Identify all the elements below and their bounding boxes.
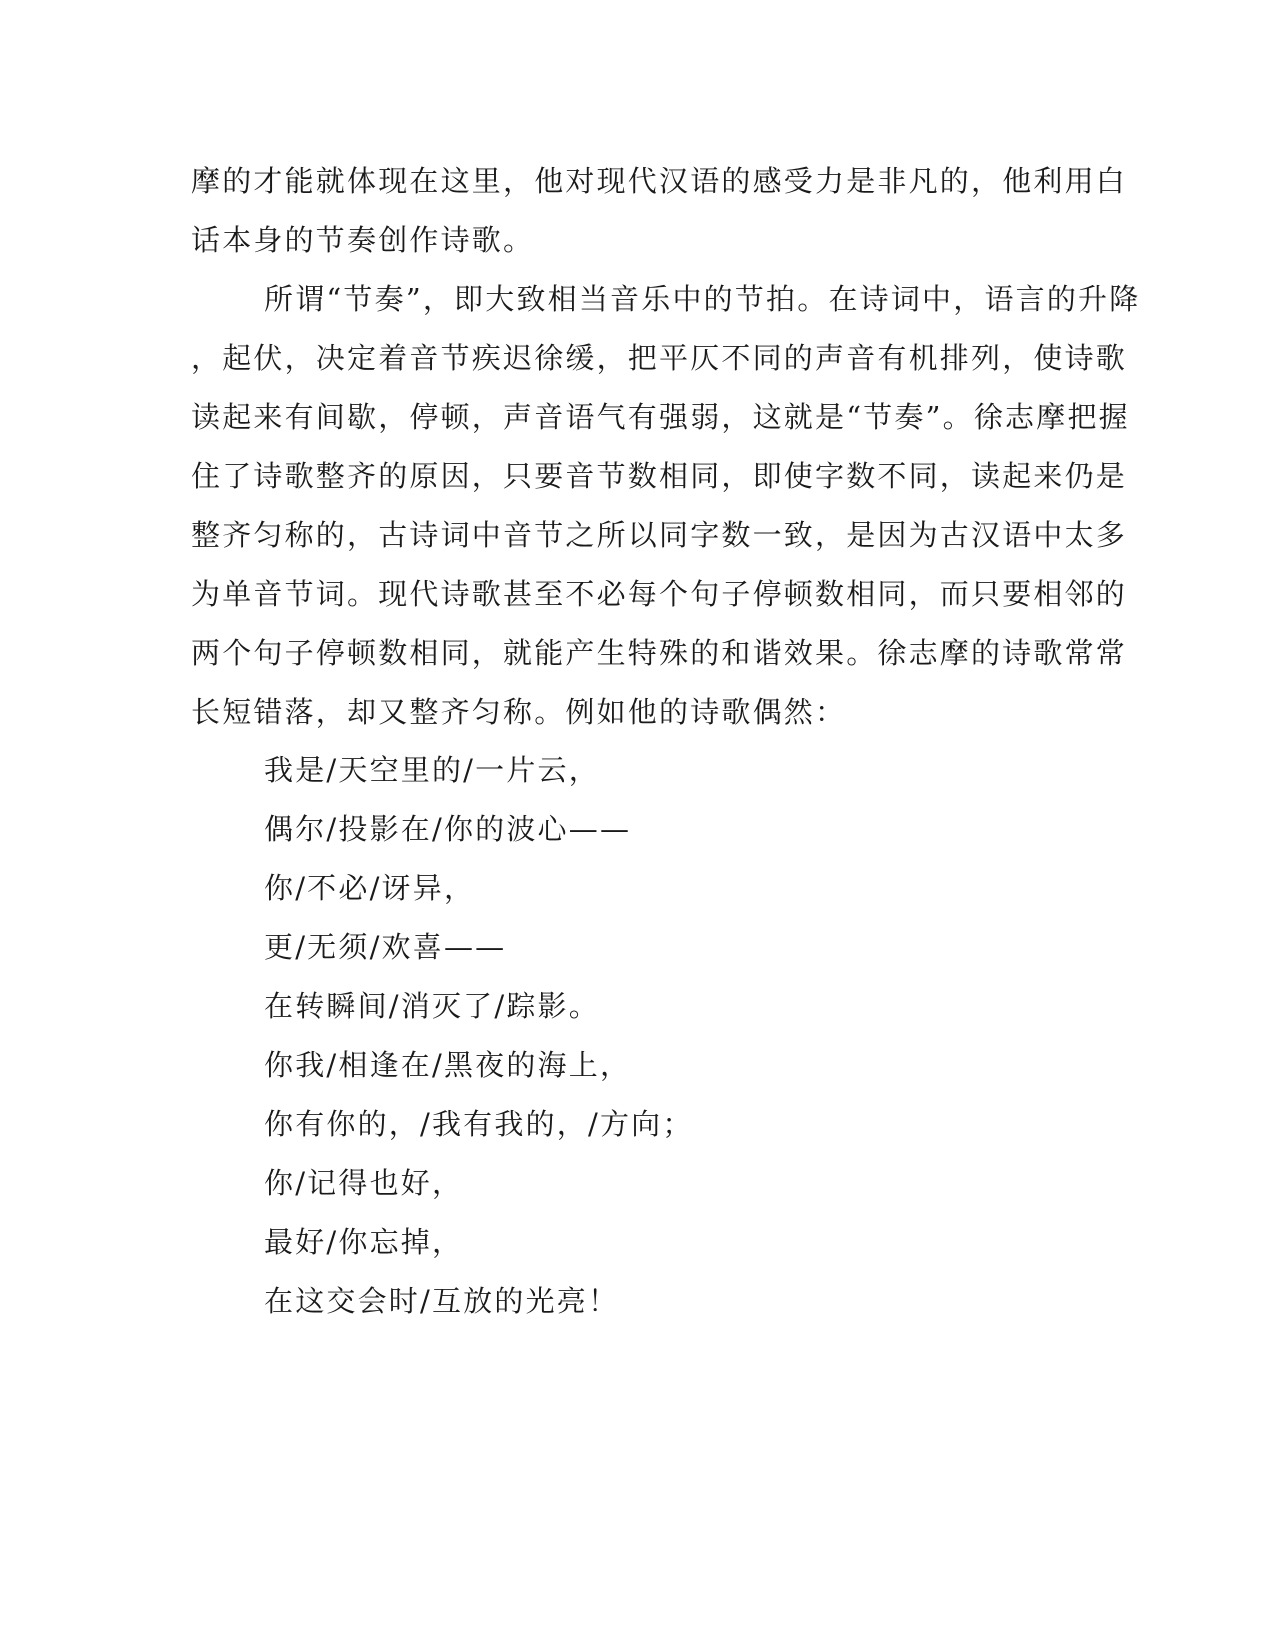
paragraph-line: 读起来有间歇，停顿，声音语气有强弱，这就是“节奏”。徐志摩把握 bbox=[191, 400, 1130, 434]
paragraph-line: 整齐匀称的，古诗词中音节之所以同字数一致，是因为古汉语中太多 bbox=[191, 518, 1128, 552]
poem-line: 最好/你忘掉， bbox=[264, 1225, 464, 1259]
poem-line: 你我/相逢在/黑夜的海上， bbox=[264, 1048, 632, 1082]
paragraph-line: 所谓“节奏”，即大致相当音乐中的节拍。在诗词中，语言的升降 bbox=[264, 282, 1141, 316]
poem-line: 我是/天空里的/一片云， bbox=[264, 753, 600, 787]
poem-line: 在转瞬间/消灭了/踪影。 bbox=[264, 989, 600, 1023]
paragraph-line: 话本身的节奏创作诗歌。 bbox=[191, 223, 535, 257]
paragraph-line: 住了诗歌整齐的原因，只要音节数相同，即使字数不同，读起来仍是 bbox=[191, 459, 1128, 493]
paragraph-line: ，起伏，决定着音节疾迟徐缓，把平仄不同的声音有机排列，使诗歌 bbox=[191, 341, 1128, 375]
poem-line: 更/无须/欢喜—— bbox=[264, 930, 507, 964]
poem-line: 偶尔/投影在/你的波心—— bbox=[264, 812, 632, 846]
paragraph-line: 两个句子停顿数相同，就能产生特殊的和谐效果。徐志摩的诗歌常常 bbox=[191, 636, 1128, 670]
paragraph-line: 为单音节词。现代诗歌甚至不必每个句子停顿数相同，而只要相邻的 bbox=[191, 577, 1128, 611]
paragraph-line: 长短错落，却又整齐匀称。例如他的诗歌偶然： bbox=[191, 695, 847, 729]
poem-line: 你/不必/讶异， bbox=[264, 871, 476, 905]
poem-line: 你有你的，/我有我的，/方向； bbox=[264, 1107, 694, 1141]
poem-line: 你/记得也好， bbox=[264, 1166, 464, 1200]
poem-line: 在这交会时/互放的光亮！ bbox=[264, 1284, 620, 1318]
paragraph-line: 摩的才能就体现在这里，他对现代汉语的感受力是非凡的，他利用白 bbox=[191, 164, 1128, 198]
